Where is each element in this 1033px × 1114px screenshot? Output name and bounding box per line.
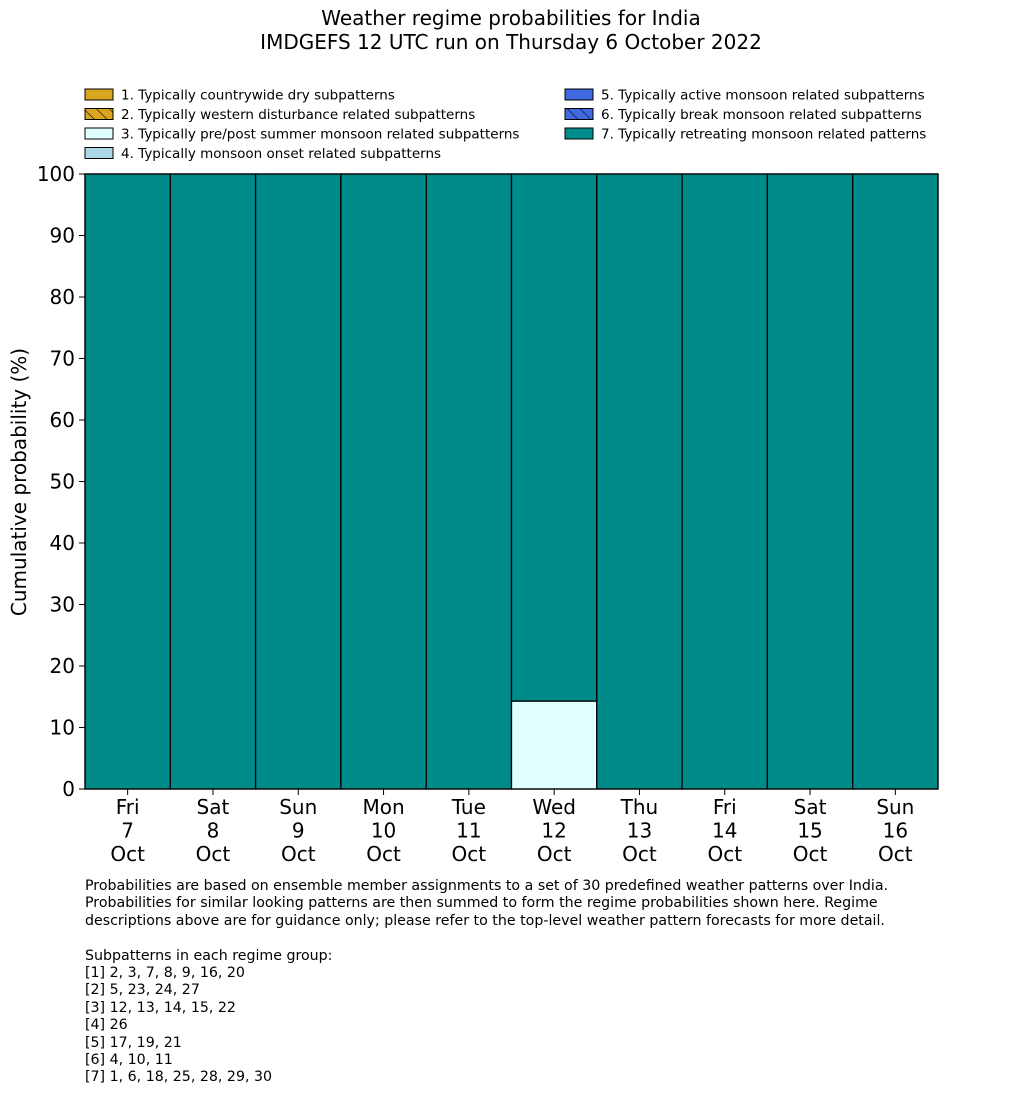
legend-swatch (85, 148, 113, 159)
x-tick-label: 8 (206, 818, 220, 843)
y-tick-label: 50 (49, 469, 75, 494)
y-axis-label: Cumulative probability (%) (7, 347, 31, 617)
group-line: [2] 5, 23, 24, 27 (85, 982, 200, 999)
x-tick-label: Sun (876, 795, 915, 819)
groups-heading: Subpatterns in each regime group: (85, 947, 333, 964)
x-tick-label: 12 (541, 818, 567, 843)
y-tick-label: 80 (49, 285, 75, 309)
x-tick-label: 14 (712, 818, 738, 843)
x-tick-label: Oct (878, 842, 913, 866)
x-tick-label: 13 (626, 818, 653, 843)
legend-swatch (85, 89, 113, 100)
y-tick-label: 100 (36, 162, 75, 186)
bar-segment (512, 174, 597, 701)
y-tick-label: 40 (49, 531, 75, 555)
x-tick-label: 10 (370, 818, 397, 843)
chart-subtitle: IMDGEFS 12 UTC run on Thursday 6 October 2022 (260, 30, 762, 54)
bar-segment (512, 701, 597, 789)
x-tick-label: Mon (362, 795, 405, 819)
y-tick-label: 70 (49, 346, 75, 371)
x-tick-label: Oct (366, 842, 401, 866)
legend-label: 2. Typically western disturbance related subpatterns (121, 107, 476, 123)
x-tick-label: Oct (195, 842, 231, 866)
legend-swatch-hatch (565, 109, 593, 120)
bar-segment (85, 174, 170, 789)
y-tick-label: 20 (49, 654, 75, 678)
x-tick-label: 11 (456, 818, 482, 843)
bar-segment (170, 174, 255, 789)
x-tick-label: Oct (280, 842, 316, 866)
y-tick-label: 10 (49, 715, 75, 740)
bar-segment (767, 174, 852, 789)
bar-segment (256, 174, 341, 789)
legend-swatch (565, 89, 593, 100)
x-tick-label: Oct (451, 842, 487, 866)
x-tick-label: Tue (451, 795, 486, 819)
group-line: [4] 26 (85, 1017, 128, 1034)
notes-section (85, 878, 1005, 1087)
legend-label: 7. Typically retreating monsoon related patterns (601, 126, 927, 143)
x-tick-label: Oct (792, 842, 828, 866)
bar-segment (426, 174, 511, 789)
x-tick-label: Sat (793, 795, 827, 819)
group-line: [3] 12, 13, 14, 15, 22 (85, 999, 236, 1016)
x-tick-label: Sat (196, 795, 230, 819)
legend-swatch-hatch (85, 109, 113, 120)
notes-line: Probabilities for similar looking patterns are then summed to form the regime probabilities shown here. Regime (85, 895, 878, 912)
group-line: [1] 2, 3, 7, 8, 9, 16, 20 (85, 965, 245, 982)
notes-line: descriptions above are for guidance only; please refer to the top-level weather pattern forecasts for more detail. (85, 912, 885, 929)
bar-segment (597, 174, 682, 789)
y-tick-label: 0 (62, 777, 75, 801)
x-tick-label: Fri (115, 795, 140, 819)
x-tick-label: 15 (797, 818, 823, 843)
notes-line: Probabilities are based on ensemble member assignments to a set of 30 predefined weather patterns over India. (85, 878, 889, 894)
x-tick-label: Oct (536, 842, 572, 866)
x-tick-label: Oct (622, 842, 657, 866)
legend-swatch (565, 128, 593, 139)
x-tick-label: 7 (121, 818, 135, 843)
y-tick-label: 30 (49, 592, 75, 617)
bar-segment (682, 174, 767, 789)
legend-label: 3. Typically pre/post summer monsoon related subpatterns (121, 126, 520, 143)
bar-segment (853, 174, 938, 789)
y-tick-label: 60 (49, 408, 75, 432)
legend-label: 1. Typically countrywide dry subpatterns (121, 87, 395, 104)
x-tick-label: Wed (532, 795, 576, 819)
legend-swatch (85, 128, 113, 139)
legend-label: 6. Typically break monsoon related subpatterns (601, 107, 922, 123)
group-line: [5] 17, 19, 21 (85, 1034, 182, 1051)
chart-title: Weather regime probabilities for India (321, 6, 701, 30)
x-tick-label: Oct (110, 842, 145, 866)
y-tick-label: 90 (49, 223, 75, 248)
group-line: [7] 1, 6, 18, 25, 28, 29, 30 (85, 1069, 273, 1086)
group-line: [6] 4, 10, 11 (85, 1052, 173, 1069)
x-tick-label: 9 (291, 818, 305, 843)
x-tick-label: Sun (279, 795, 318, 819)
bar-segment (341, 174, 426, 789)
x-tick-label: Fri (712, 795, 737, 819)
x-tick-label: Thu (620, 795, 659, 819)
x-tick-label: Oct (707, 842, 743, 866)
legend-label: 5. Typically active monsoon related subpatterns (601, 87, 925, 104)
legend-label: 4. Typically monsoon onset related subpatterns (121, 146, 442, 162)
x-tick-label: 16 (882, 818, 909, 843)
